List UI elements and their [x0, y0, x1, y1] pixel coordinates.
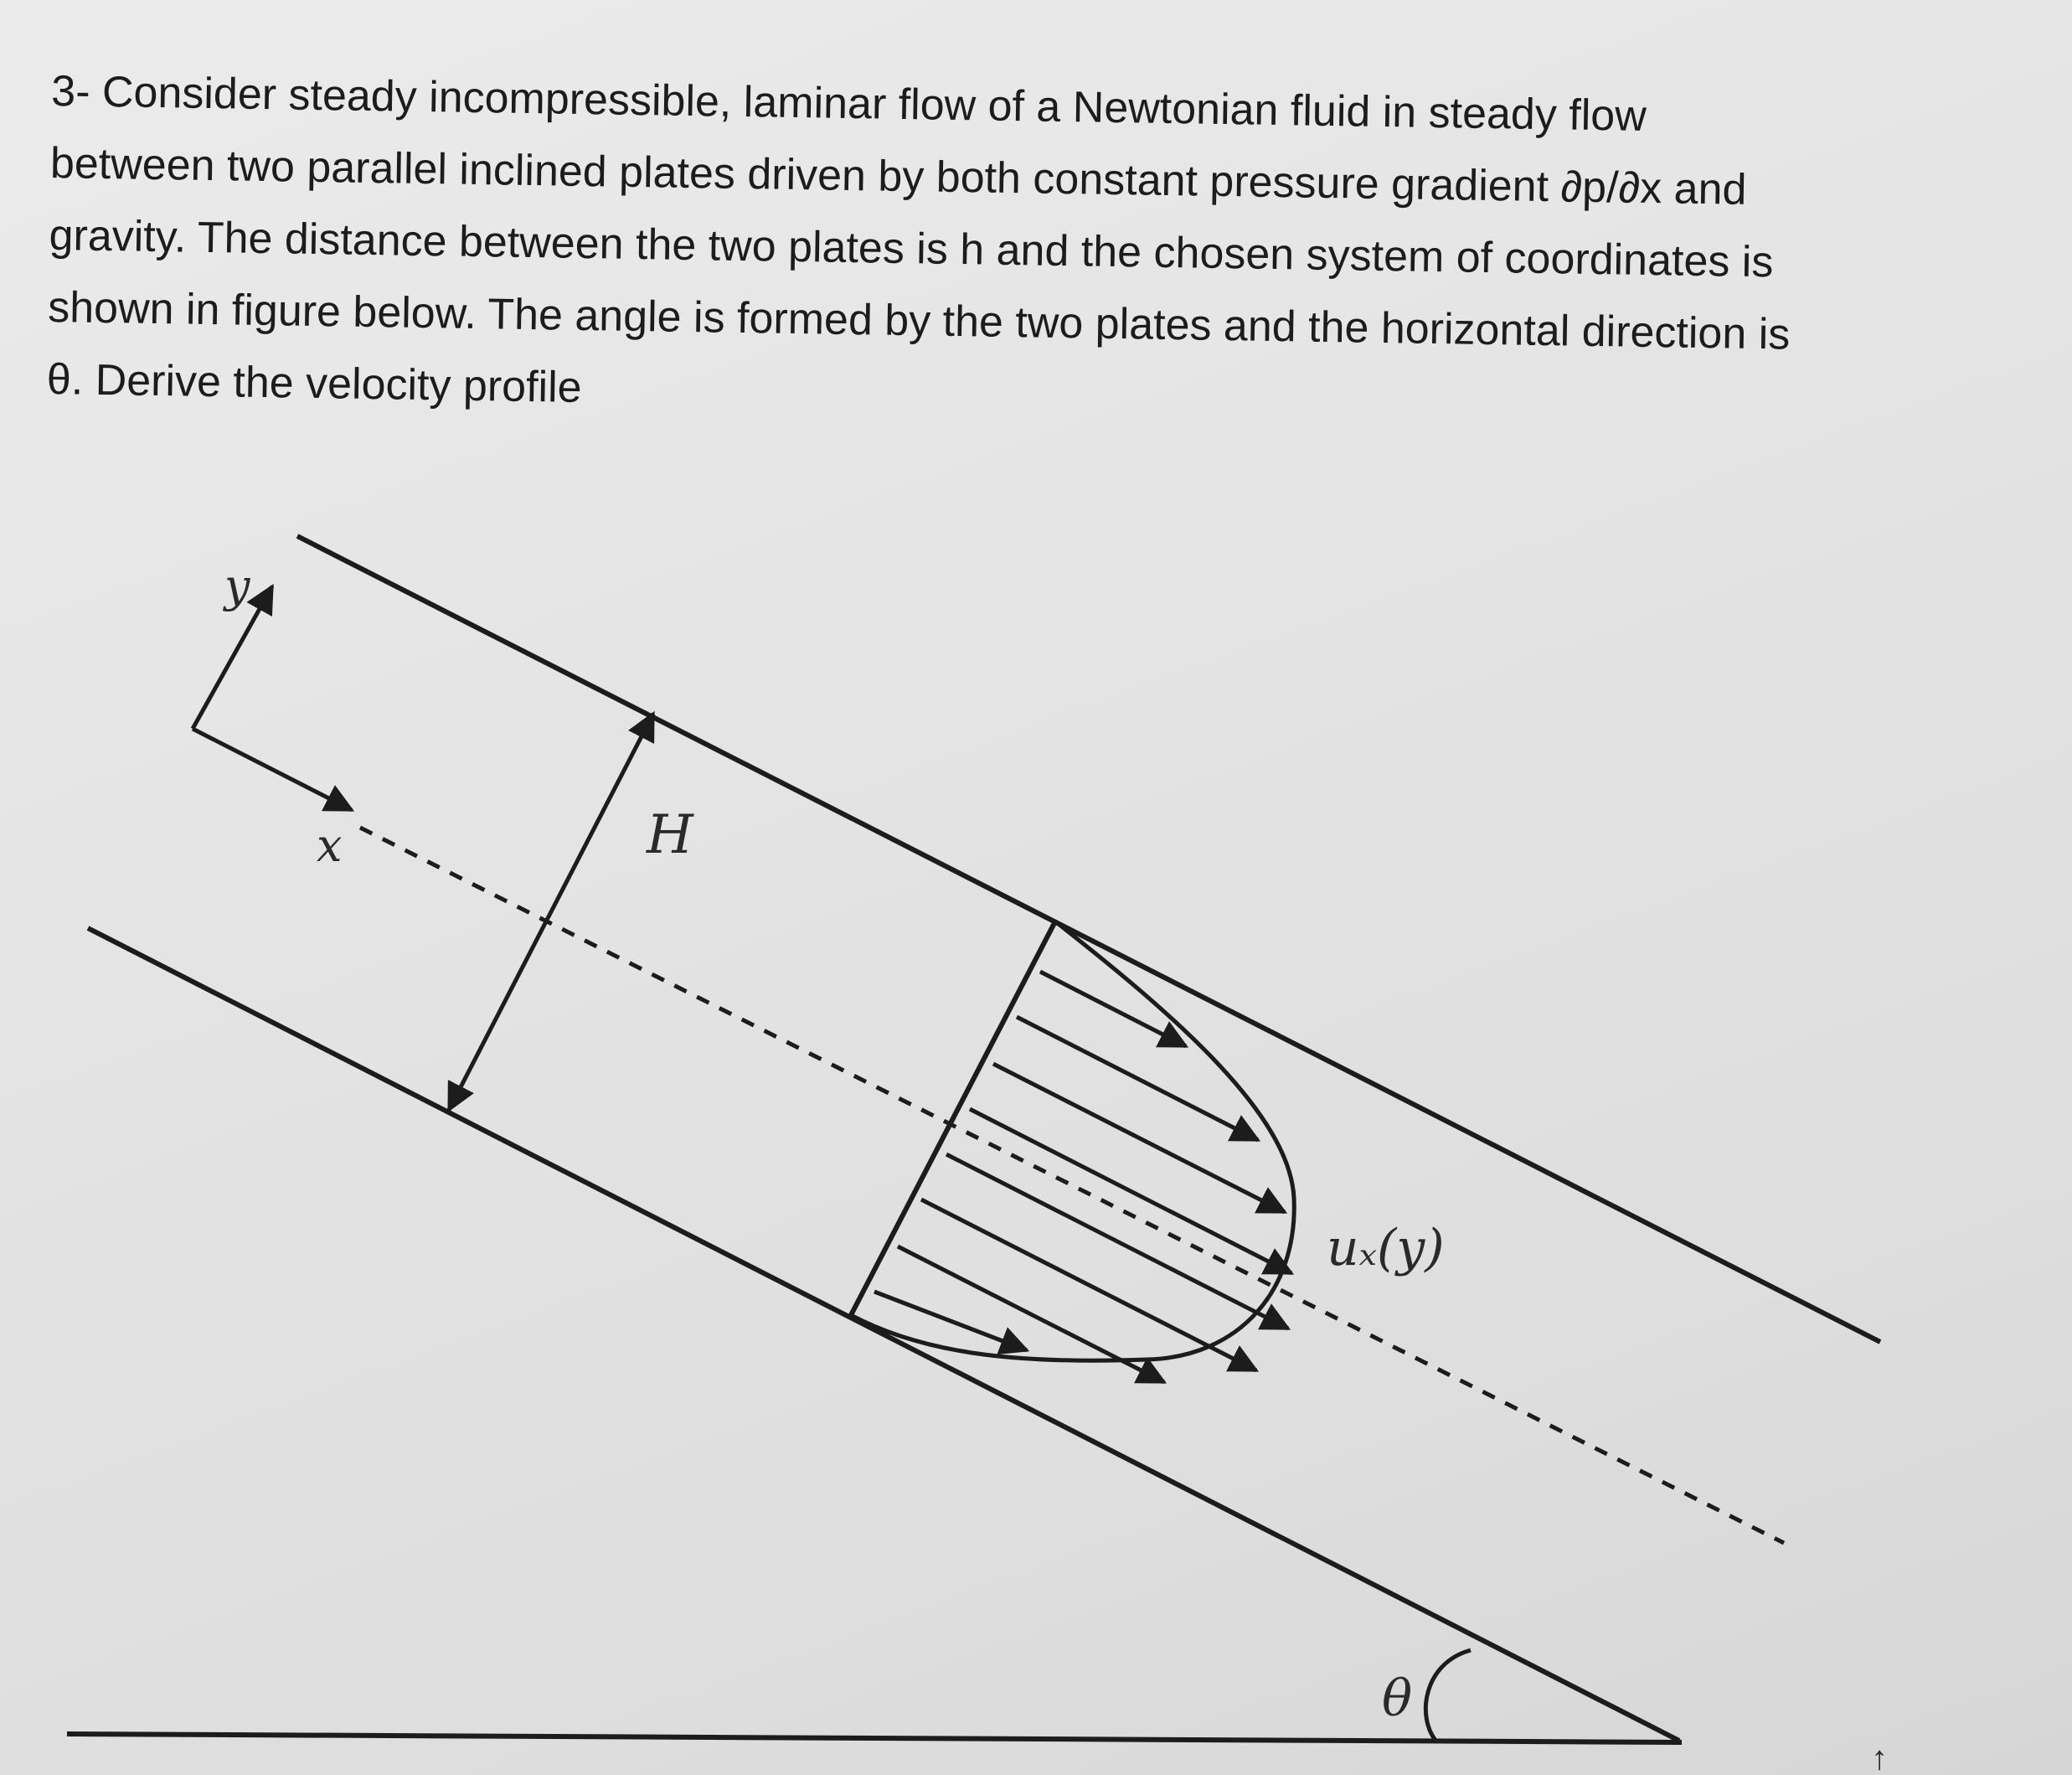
- angle-arc: [1425, 1650, 1471, 1742]
- y-axis-label: y: [224, 560, 250, 612]
- bottom-plate: [88, 928, 1679, 1741]
- small-arrow-glyph: ↑: [1871, 1740, 1888, 1775]
- velocity-label: uₓ(y): [1327, 1219, 1445, 1277]
- problem-line-2: between two parallel inclined plates driven by both constant pressure gradient ∂p/∂x and: [49, 138, 1747, 214]
- horizontal-ground: [67, 1734, 1682, 1742]
- x-axis: [193, 729, 352, 810]
- problem-line-4: shown in figure below. The angle is formed by the two plates and the horizontal direction is: [47, 282, 1791, 359]
- x-axis-label: x: [317, 819, 343, 872]
- velocity-arrow: [1017, 1017, 1258, 1140]
- velocity-arrow: [993, 1064, 1285, 1212]
- h-dimension-arrow: [449, 714, 653, 1110]
- problem-line-5: θ. Derive the velocity profile: [46, 354, 583, 412]
- problem-line-1: 3- Consider steady incompressible, laminar flow of a Newtonian fluid in steady flow: [50, 66, 1647, 141]
- velocity-arrows: [874, 972, 1291, 1382]
- velocity-arrow: [946, 1154, 1288, 1329]
- gap-label: H: [647, 804, 693, 866]
- profile-base: [851, 921, 1055, 1315]
- angle-label: θ: [1382, 1669, 1413, 1728]
- problem-line-3: gravity. The distance between the two plates is h and the chosen system of coordinates is: [49, 210, 1774, 287]
